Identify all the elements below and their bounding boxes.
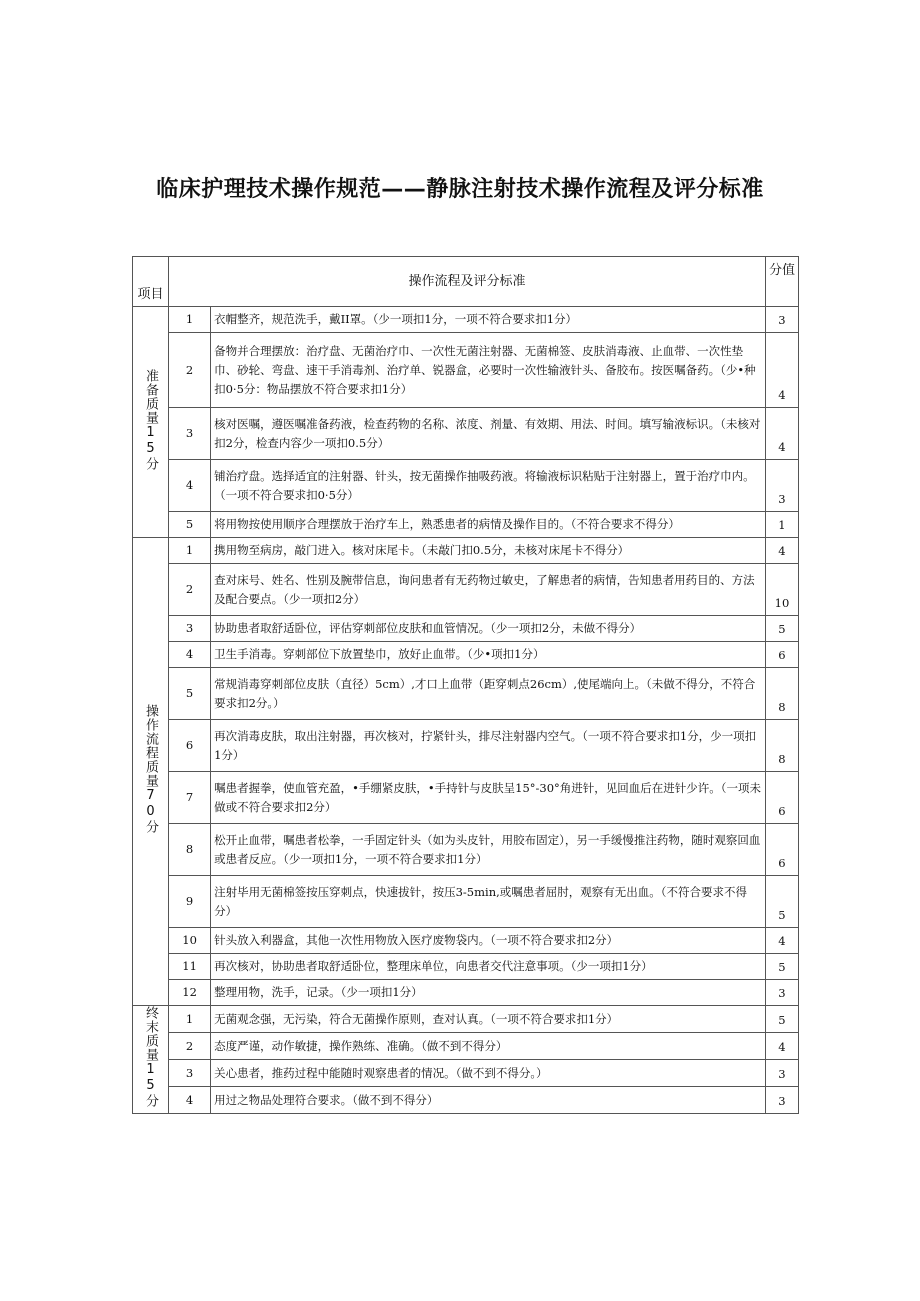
row-number: 6	[169, 720, 211, 772]
row-criteria: 衣帽整齐，规范洗手，戴II罩。（少一项扣1分，一项不符合要求扣1分）	[211, 307, 766, 333]
row-criteria: 注射毕用无菌棉签按压穿刺点，快速拔针，按压3-5min,或嘱患者屈肘，观察有无出血。（不符合要求不得分）	[211, 876, 766, 928]
row-number: 10	[169, 928, 211, 954]
table-row	[133, 1006, 799, 1033]
table-row	[133, 616, 799, 642]
row-criteria: 整理用物，洗手，记录。（少一项扣1分）	[211, 980, 766, 1006]
section-label	[133, 1006, 169, 1114]
row-criteria: 松开止血带，嘱患者松拳，一手固定针头（如为头皮针，用胶布固定），另一手缓慢推注药物，随时观察回血或患者反应。（少一项扣1分，一项不符合要求扣1分）	[211, 824, 766, 876]
row-score: 1	[765, 512, 798, 538]
row-number: 4	[169, 460, 211, 512]
row-number: 5	[169, 512, 211, 538]
row-number: 4	[169, 1087, 211, 1114]
row-criteria: 再次消毒皮肤，取出注射器，再次核对，拧紧针头，排尽注射器内空气。（一项不符合要求扣1分，少一项扣1分）	[211, 720, 766, 772]
table-row	[133, 954, 799, 980]
row-score: 4	[765, 408, 798, 460]
row-criteria: 协助患者取舒适卧位，评估穿刺部位皮肤和血管情况。（少一项扣2分，未做不得分）	[211, 616, 766, 642]
table-header-row	[133, 257, 799, 307]
table-row	[133, 668, 799, 720]
table-row	[133, 1033, 799, 1060]
row-number: 1	[169, 307, 211, 333]
row-score: 3	[765, 307, 798, 333]
section-label	[133, 538, 169, 1006]
row-criteria: 查对床号、姓名、性别及腕带信息，询问患者有无药物过敏史，了解患者的病情，告知患者用药目的、方法及配合要点。（少一项扣2分）	[211, 564, 766, 616]
row-score: 5	[765, 954, 798, 980]
table-row	[133, 307, 799, 333]
page-title: 临床护理技术操作规范——静脉注射技术操作流程及评分标准	[156, 177, 764, 202]
row-number: 3	[169, 1060, 211, 1087]
table-row	[133, 876, 799, 928]
section-label-text: 准备质量15分	[143, 368, 159, 471]
table-row	[133, 1087, 799, 1114]
row-score: 4	[765, 1033, 798, 1060]
row-criteria: 用过之物品处理符合要求。（做不到不得分）	[211, 1087, 766, 1114]
table-row	[133, 333, 799, 408]
row-criteria: 铺治疗盘。选择适宜的注射器、针头，按无菌操作抽吸药液。将输液标识粘贴于注射器上，置于治疗巾内。（一项不符合要求扣0·5分）	[211, 460, 766, 512]
row-score: 8	[765, 668, 798, 720]
row-criteria: 态度严谨，动作敏捷，操作熟练、准确。（做不到不得分）	[211, 1033, 766, 1060]
row-criteria: 携用物至病房，敲门进入。核对床尾卡。（未敲门扣0.5分，未核对床尾卡不得分）	[211, 538, 766, 564]
section-label-text: 终末质量15分	[143, 1006, 159, 1108]
row-score: 6	[765, 772, 798, 824]
row-score: 4	[765, 333, 798, 408]
row-number: 2	[169, 333, 211, 408]
table-row	[133, 824, 799, 876]
table-row	[133, 564, 799, 616]
row-number: 3	[169, 408, 211, 460]
row-score: 6	[765, 642, 798, 668]
row-number: 2	[169, 1033, 211, 1060]
table-row	[133, 720, 799, 772]
row-criteria: 卫生手消毒。穿刺部位下放置垫巾，放好止血带。（少•项扣1分）	[211, 642, 766, 668]
row-number: 4	[169, 642, 211, 668]
row-score: 3	[765, 1060, 798, 1087]
row-number: 7	[169, 772, 211, 824]
section-label-text: 操作流程质量70分	[143, 704, 159, 834]
row-criteria: 再次核对，协助患者取舒适卧位，整理床单位，向患者交代注意事项。（少一项扣1分）	[211, 954, 766, 980]
row-number: 3	[169, 616, 211, 642]
header-item: 项目	[133, 257, 169, 307]
row-number: 8	[169, 824, 211, 876]
row-criteria: 关心患者，推药过程中能随时观察患者的情况。（做不到不得分。）	[211, 1060, 766, 1087]
row-criteria: 备物并合理摆放：治疗盘、无菌治疗巾、一次性无菌注射器、无菌棉签、皮肤消毒液、止血带、一次性垫巾、砂轮、弯盘、速干手消毒剂、治疗单、锐器盒，必要时一次性输液针头、备胶布。按医嘱备药。（少•种扣0·5分：物品摆放不符合要求扣1分）	[211, 333, 766, 408]
header-process: 操作流程及评分标准	[169, 257, 766, 307]
row-number: 2	[169, 564, 211, 616]
row-score: 3	[765, 460, 798, 512]
row-criteria: 核对医嘱，遵医嘱准备药液，检查药物的名称、浓度、剂量、有效期、用法、时间。填写输液标识。（未核对扣2分，检查内容少一项扣0.5分）	[211, 408, 766, 460]
row-score: 5	[765, 616, 798, 642]
row-score: 5	[765, 1006, 798, 1033]
table-row	[133, 538, 799, 564]
table-body	[133, 307, 799, 1114]
row-criteria: 常规消毒穿刺部位皮肤（直径）5cm）,才口上血带（距穿刺点26cm）,使尾端向上。（未做不得分，不符合要求扣2分。）	[211, 668, 766, 720]
scoring-table	[132, 256, 799, 1114]
table-row	[133, 772, 799, 824]
table-row	[133, 928, 799, 954]
row-score: 6	[765, 824, 798, 876]
row-number: 11	[169, 954, 211, 980]
row-score: 8	[765, 720, 798, 772]
row-score: 4	[765, 538, 798, 564]
header-score: 分值	[765, 257, 798, 307]
row-criteria: 嘱患者握拳，使血管充盈，•手绷紧皮肤，•手持针与皮肤呈15°-30°角进针，见回血后在进针少许。（一项未做或不符合要求扣2分）	[211, 772, 766, 824]
table-row	[133, 460, 799, 512]
row-score: 5	[765, 876, 798, 928]
table-row	[133, 980, 799, 1006]
row-number: 9	[169, 876, 211, 928]
row-score: 3	[765, 1087, 798, 1114]
row-score: 10	[765, 564, 798, 616]
table-row	[133, 1060, 799, 1087]
row-number: 5	[169, 668, 211, 720]
row-number: 1	[169, 538, 211, 564]
row-criteria: 针头放入利器盒，其他一次性用物放入医疗废物袋内。（一项不符合要求扣2分）	[211, 928, 766, 954]
table-row	[133, 642, 799, 668]
table-row	[133, 512, 799, 538]
row-score: 4	[765, 928, 798, 954]
row-criteria: 将用物按使用顺序合理摆放于治疗车上，熟悉患者的病情及操作目的。（不符合要求不得分）	[211, 512, 766, 538]
section-label	[133, 307, 169, 538]
row-criteria: 无菌观念强，无污染，符合无菌操作原则，查对认真。（一项不符合要求扣1分）	[211, 1006, 766, 1033]
table-row	[133, 408, 799, 460]
row-score: 3	[765, 980, 798, 1006]
row-number: 12	[169, 980, 211, 1006]
row-number: 1	[169, 1006, 211, 1033]
